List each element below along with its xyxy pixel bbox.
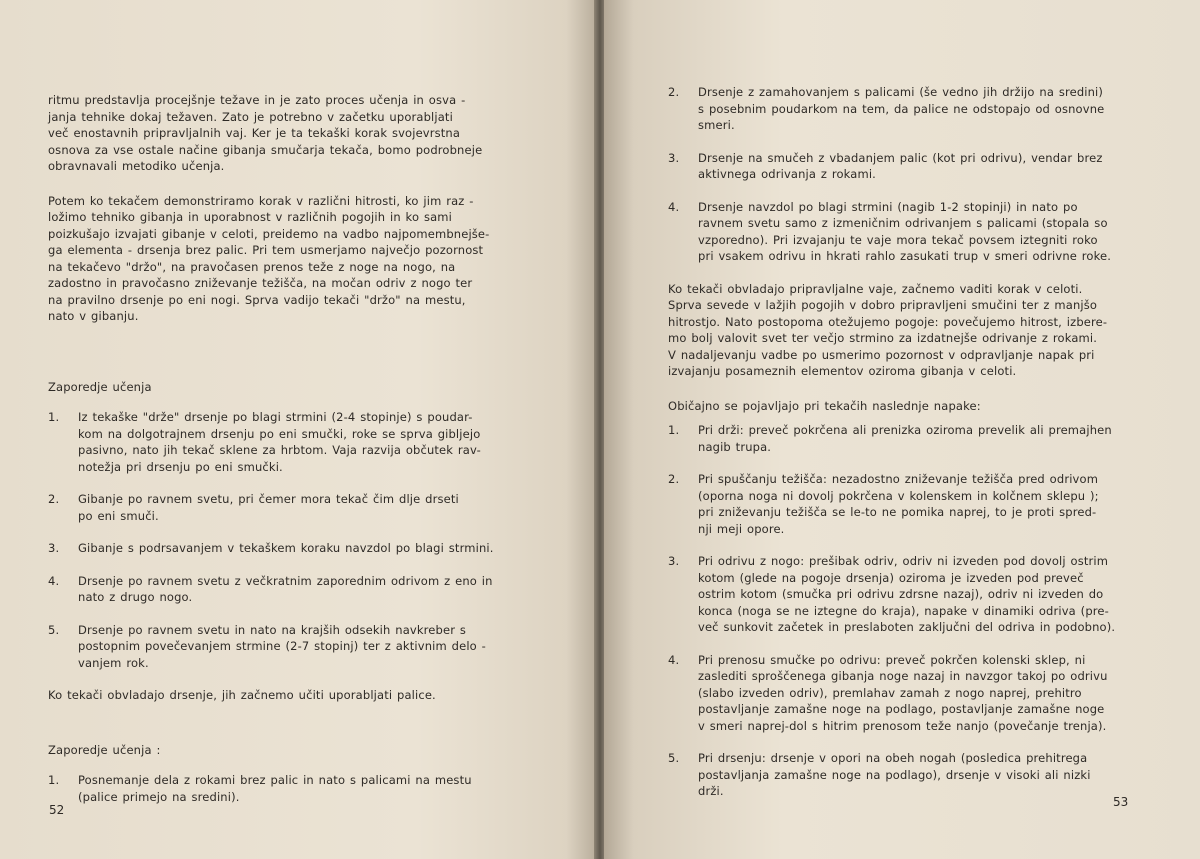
list-item (668, 150, 1144, 183)
list-number: 3. (668, 554, 680, 568)
list-text: Drsenje navzdol po blagi strmini (nagib 1-2 stopinji) in nato po ravnem svetu samo z izmeničnim odrivanjem s palicami (stopala so vzporedno). Pri izvajanju te vaje mora tekač povsem iztegniti roko pri vsakem odrivu in hkrati rahlo zasukati trup v smeri odrivne roke. (698, 199, 1112, 263)
list-number: 2. (48, 492, 60, 506)
list-number: 1. (48, 410, 60, 424)
list-text: Iz tekaške "drže" drsenje po blagi strmini (2-4 stopinje) s poudar- kom na dolgotrajnem drsenju po eni smučki, roke se sprva gibljejo pasivno, nato jih tekač sklene za hrbtom. Vaja razvija občutek rav- notežja pri drsenju po eni smučki. (78, 410, 481, 474)
list-item (668, 553, 1144, 636)
list-text: Drsenje na smučeh z vbadanjem palic (kot pri odrivu), vendar brez aktivnega odrivanja z rokami. (698, 150, 1103, 181)
right-page-text (668, 84, 1144, 816)
list-item (668, 652, 1144, 735)
paragraph: Potem ko tekačem demonstriramo korak v različni hitrosti, ko jim raz - ložimo tehniko gibanja in uporabnost v različnih pogojih in ko sami poizkušajo izvajati gibanje v celoti, preidemo na vadbo najpomembnejše- ga elementa - drsenja brez palic. Pri tem usmerjamo največjo pozornost na tekačevo "držo", na pravočasen prenos teže z noge na nogo, na zadostno in pravočasno zniževanje težišča, na močan odriv z nogo ter na pravilno drsenje po eni nogi. Sprva vadijo tekači "držo" na mestu, nato v gibanju. (48, 193, 490, 323)
paragraph: Ko tekači obvladajo pripravljalne vaje, začnemo vaditi korak v celoti. Sprva sevede v lažjih pogojih v dobro pripravljeni smučini ter z manjšo hitrostjo. Nato postopoma otežujemo pogoje: povečujemo hitrost, izbere- mo bolj valovit svet ter večjo strmino za izdatnejše odrivanje z rokami. V nadaljevanju vadbe po usmerimo pozornost v odpravljanje napak pri izvajanju posameznih elementov oziroma gibanja v celoti. (668, 281, 1108, 378)
list-text: Pri drsenju: drsenje v opori na obeh nogah (posledica prehitrega postavljanja zamašne noge na podlago), drsenje v visoki ali nizki drži. (698, 751, 1091, 798)
paragraph: Ko tekači obvladajo drsenje, jih začnemo učiti uporabljati palice. (48, 688, 436, 702)
right-page (604, 0, 1200, 859)
list-number: 5. (48, 622, 60, 637)
list-text: Posnemanje dela z rokami brez palic in nato s palicami na mestu (palice primejo na sredini). (78, 773, 472, 804)
list-text: Drsenje z zamahovanjem s palicami (še vedno jih držijo na sredini) s posebnim poudarkom na tem, da palice ne odstopajo od osnovne smeri. (698, 85, 1105, 132)
paragraph: ritmu predstavlja procejšnje težave in je zato proces učenja in osva - janja tehnike dokaj težaven. Zato je potrebno v začetku uporabljati več enostavnih pripravljalnih vaj. Ker je ta tekaški korak svojevrstna osnova za vse ostale načine gibanja smučarja tekača, bomo podrobneje obravnavali metodiko učenja. (48, 93, 483, 173)
list-item (668, 199, 1144, 265)
list-number: 1. (48, 773, 60, 787)
list-text: Pri odrivu z nogo: prešibak odriv, odriv ni izveden pod dovolj ostrim kotom (glede na pogoje drsenja) oziroma je izveden pod preveč ostrim kotom (smučka pri odrivu zdrsne nazaj), odriv ni izveden do konca (noga se ne iztegne do kraja), napake v dinamiki odriva (pre- več sunkovit začetek in preslaboten zaključni del odriva in podobno). (698, 554, 1116, 634)
list-item (48, 573, 518, 606)
list-item (668, 471, 1144, 537)
list-number: 2. (668, 472, 680, 486)
list-item (48, 772, 518, 805)
list-text: Pri prenosu smučke po odrivu: preveč pokrčen kolenski sklep, ni zaslediti sproščenega gibanja noge nazaj in navzgor takoj po odrivu (slabo izveden odriv), premlahav zamah z nogo naprej, prehitro postavljanje zamašne noge na podlago, postavljanje zamašne noge v smeri naprej-dol s hitrim prenosom teže nanjo (povečanje trenja). (698, 652, 1108, 733)
list-text: Gibanje po ravnem svetu, pri čemer mora tekač čim dlje drseti po eni smuči. (78, 492, 459, 523)
section-heading: Zaporedje učenja (48, 379, 152, 394)
list-item (668, 750, 1144, 800)
list-text: Gibanje s podrsavanjem v tekaškem koraku navzdol po blagi strmini. (78, 541, 494, 555)
list-number: 4. (48, 573, 60, 588)
list-number: 4. (668, 199, 680, 214)
list-item (48, 409, 518, 475)
list-number: 5. (668, 751, 680, 765)
list-item (668, 422, 1144, 455)
page-number: 53 (1113, 795, 1129, 809)
list-text: Drsenje po ravnem svetu z večkratnim zaporednim odrivom z eno in nato z drugo nogo. (78, 573, 493, 604)
list-number: 4. (668, 652, 680, 667)
list-text: Pri spuščanju težišča: nezadostno zniževanje težišča pred odrivom (oporna noga ni dovolj pokrčena v kolenskem in kolčnem sklepu ); pri zniževanju težišča se le-to ne pomika naprej, to je proti spred- nji meji opore. (698, 472, 1099, 536)
list-item (668, 84, 1144, 134)
section-heading: Zaporedje učenja : (48, 742, 161, 757)
page-number: 52 (49, 803, 65, 817)
list-item (48, 622, 518, 672)
left-page-text (48, 92, 518, 821)
list-number: 2. (668, 85, 680, 99)
list-item (48, 540, 518, 557)
list-number: 3. (668, 150, 680, 165)
list-number: 3. (48, 541, 60, 555)
left-page (0, 0, 596, 859)
paragraph: Običajno se pojavljajo pri tekačih naslednje napake: (668, 398, 981, 413)
list-text: Pri drži: preveč pokrčena ali prenizka oziroma prevelik ali premajhen nagib trupa. (698, 423, 1112, 454)
list-number: 1. (668, 423, 680, 437)
list-item (48, 491, 518, 524)
list-text: Drsenje po ravnem svetu in nato na krajših odsekih navkreber s postopnim povečevanjem strmine (2-7 stopinj) ter z aktivnim delo - vanjem rok. (78, 622, 486, 670)
